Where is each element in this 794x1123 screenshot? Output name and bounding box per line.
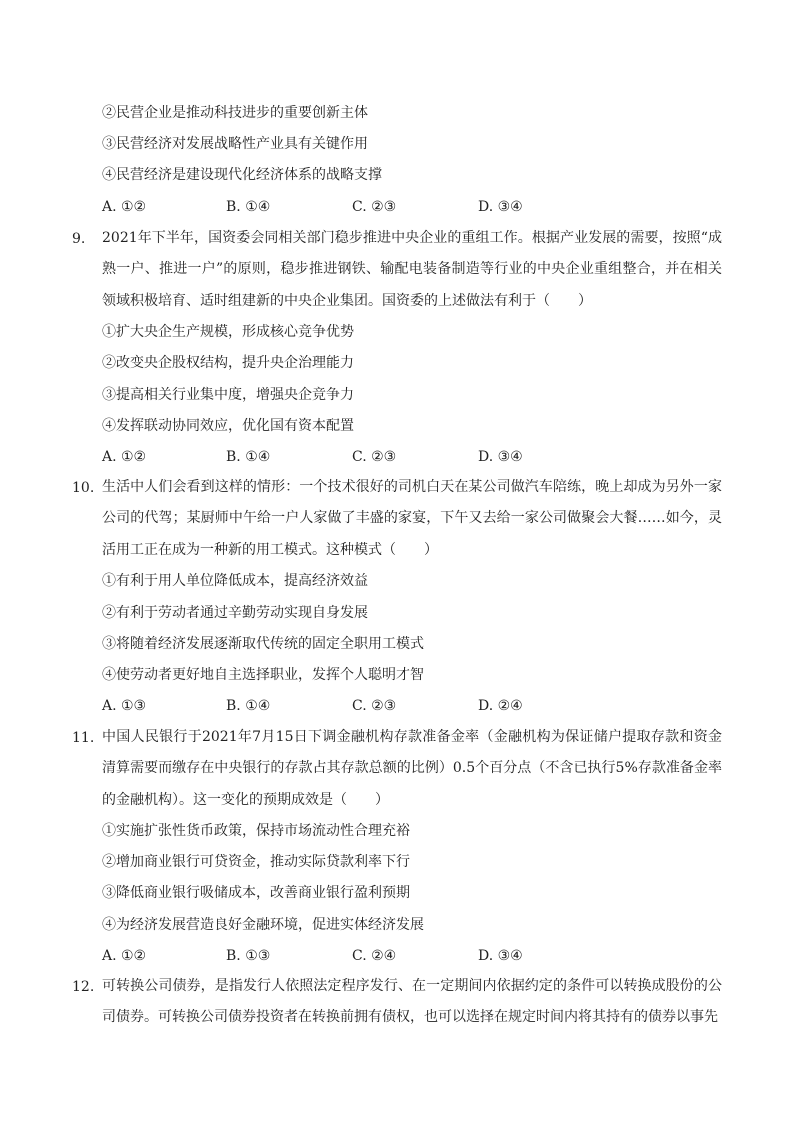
question-stem: 2021年下半年，国资委会同相关部门稳步推进中央企业的重组工作。根据产业发展的需要，按照“成熟一户、推进一户”的原则，稳步推进钢铁、输配电装备制造等行业的中央企业重组整合，并在相关领域积极培育、适时组建新的中央企业集团。国资委的上述做法有利于（ ） — [102, 230, 722, 309]
option-item-3: ③民营经济对发展战略性产业具有关键作用 — [102, 136, 368, 152]
question-stem: 生活中人们会看到这样的情形：一个技术很好的司机白天在某公司做汽车陪练，晚上却成为另外一家公司的代驾；某厨师中午给一户人家做了丰盛的家宴，下午又去给一家公司做聚会大餐……如今，灵活用工正在成为一种新的用工模式。这种模式（ ） — [102, 479, 722, 558]
option-item-4: ④使劳动者更好地自主选择职业，发挥个人聪明才智 — [102, 667, 424, 683]
option-item-4: ④为经济发展营造良好金融环境，促进实体经济发展 — [102, 917, 424, 933]
choice-a: A. ①③ — [102, 698, 147, 714]
choice-c: C. ②③ — [352, 449, 397, 465]
option-item-3: ③提高相关行业集中度，增强央企竞争力 — [102, 387, 354, 403]
choice-c: C. ②③ — [352, 698, 397, 714]
question-number: 12. — [72, 979, 95, 995]
choice-b: B. ①④ — [226, 199, 271, 215]
choice-c: C. ②④ — [352, 948, 397, 964]
option-item-1: ①扩大央企生产规模，形成核心竞争优势 — [102, 324, 354, 340]
option-item-4: ④发挥联动协同效应，优化国有资本配置 — [102, 418, 354, 434]
question-number: 9. — [72, 231, 86, 247]
option-item-3: ③降低商业银行吸储成本，改善商业银行盈利预期 — [102, 885, 410, 901]
choice-a: A. ①② — [102, 948, 147, 964]
question-stem: 中国人民银行于2021年7月15日下调金融机构存款准备金率（金融机构为保证储户提取存款和资金清算需要而缴存在中央银行的存款占其存款总额的比例）0.5个百分点（不含已执行5%存款准备金率的金融机构）。这一变化的预期成效是（ ） — [102, 729, 722, 808]
question-number: 10. — [72, 480, 95, 496]
choice-b: B. ①④ — [226, 449, 271, 465]
choice-d: D. ③④ — [478, 948, 523, 964]
option-item-1: ①有利于用人单位降低成本，提高经济效益 — [102, 573, 368, 589]
choice-b: B. ①③ — [226, 948, 271, 964]
choice-a: A. ①② — [102, 449, 147, 465]
option-item-4: ④民营经济是建设现代化经济体系的战略支撑 — [102, 167, 382, 183]
question-number: 11. — [72, 730, 95, 746]
option-item-3: ③将随着经济发展逐渐取代传统的固定全职用工模式 — [102, 636, 424, 652]
option-item-2: ②有利于劳动者通过辛勤劳动实现自身发展 — [102, 605, 368, 621]
option-item-2: ②民营企业是推动科技进步的重要创新主体 — [102, 105, 368, 121]
choice-b: B. ①④ — [226, 698, 271, 714]
choice-d: D. ③④ — [478, 449, 523, 465]
option-item-1: ①实施扩张性货币政策，保持市场流动性合理充裕 — [102, 823, 410, 839]
choice-c: C. ②③ — [352, 199, 397, 215]
option-item-2: ②增加商业银行可贷资金，推动实际贷款利率下行 — [102, 854, 410, 870]
option-item-2: ②改变央企股权结构，提升央企治理能力 — [102, 355, 354, 371]
choice-d: D. ③④ — [478, 199, 523, 215]
question-stem: 可转换公司债券，是指发行人依照法定程序发行、在一定期间内依据约定的条件可以转换成股份的公司债券。可转换公司债券投资者在转换前拥有债权，也可以选择在规定时间内将其持有的债券以事先 — [102, 978, 722, 1026]
choice-a: A. ①② — [102, 199, 147, 215]
choice-d: D. ②④ — [478, 698, 523, 714]
